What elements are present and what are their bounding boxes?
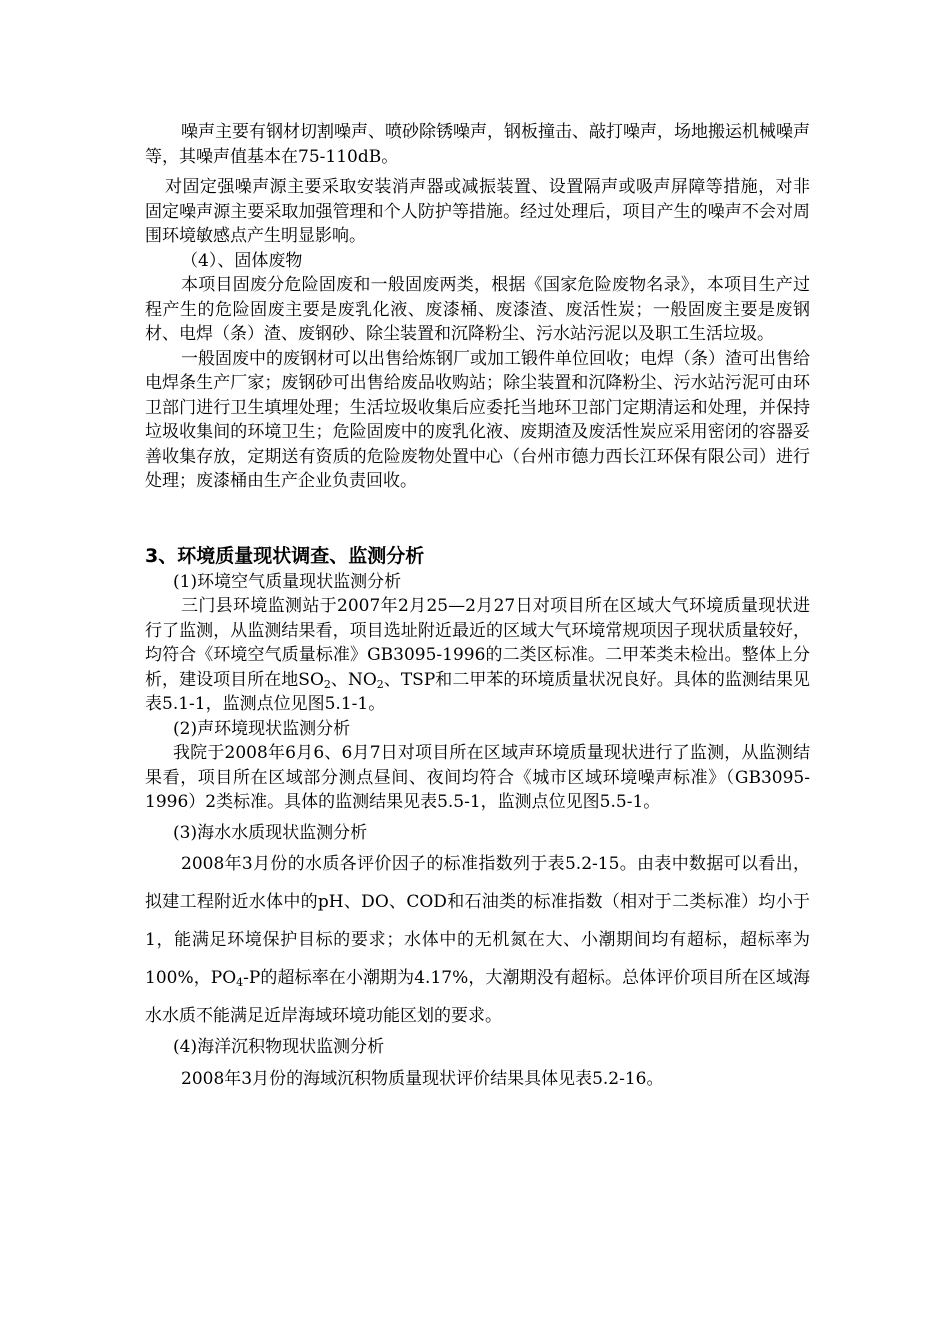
air-quality-paragraph: [145, 594, 810, 717]
po4-subscript: 4: [236, 976, 244, 989]
no2-subscript: 2: [376, 677, 384, 691]
sediment-paragraph: 2008年3月份的海域沉积物质量现状评价结果具体见表5.2-16。: [181, 1068, 664, 1089]
sediment-subheading: (4)海洋沉积物现状监测分析: [173, 1037, 385, 1057]
seawater-quality-subheading: (3)海水水质现状监测分析: [173, 822, 368, 843]
noise-environment-paragraph: 我院于2008年6月6、6月7日对项目所在区域声环境质量现状进行了监测，从监测结果看，项目所在区域部分测点昼间、夜间均符合《城市区域环境噪声标准》（GB3095-1996）2类标准。具体的监测结果见表5.5-1，监测点位见图5.5-1。: [145, 743, 810, 812]
seawater-quality-paragraph: [145, 845, 810, 1035]
so2-subscript: 2: [323, 677, 331, 691]
solid-waste-subheading: （4）、固体废物: [181, 250, 303, 271]
air-text-b: 、NO: [330, 669, 377, 690]
water-text-a: 2008年3月份的水质各评价因子的标准指数列于表5.2-15。由表中数据可以看出，拟建工程附近水体中的pH、DO、COD和石油类的标准指数（相对于二类标准）均小于1，能满足环境保护目标的要求；水体中的无机氮在大、小潮期间均有超标，超标率为100%，PO: [145, 854, 810, 988]
air-text-a: 三门县环境监测站于2007年2月25—2月27日对项目所在区域大气环境质量现状进行了监测，从监测结果看，项目选址附近最近的区域大气环境常规项因子现状质量较好，均符合《环境空气质量标准》GB3095-1996的二类区标准。二甲苯类未检出。整体上分析，建设项目所在地SO: [145, 596, 810, 690]
air-text-c: 、TSP和二甲苯的环境质量状况良好。具体的监测结果见表5.1-1，监测点位见图5.1-1。: [145, 669, 810, 714]
noise-control-paragraph: 对固定强噪声源主要采取安装消声器或减振装置、设置隔声或吸声屏障等措施，对非固定噪声源主要采取加强管理和个人防护等措施。经过处理后，项目产生的噪声不会对周围环境敏感点产生明显影响。: [145, 177, 810, 246]
section-heading: 3、环境质量现状调查、监测分析: [145, 544, 425, 567]
air-quality-subheading: (1)环境空气质量现状监测分析: [173, 571, 402, 592]
solid-waste-disposal-paragraph: 一般固废中的废钢材可以出售给炼钢厂或加工锻件单位回收；电焊（条）渣可出售给电焊条生产厂家；废钢砂可出售给废品收购站；除尘装置和沉降粉尘、污水站污泥可由环卫部门进行卫生填埋处理；生活垃圾收集后应委托当地环卫部门定期清运和处理，并保持垃圾收集间的环境卫生；危险固废中的废乳化液、废期渣及废活性炭应采用密闭的容器妥善收集存放，定期送有资质的危险废物处置中心（台州市德力西长江环保有限公司）进行处理；废漆桶由生产企业负责回收。: [145, 348, 810, 491]
water-text-b: -P的超标率在小潮期为4.17%，大潮期没有超标。总体评价项目所在区域海水水质不能满足近岸海域环境功能区划的要求。: [145, 968, 810, 1026]
solid-waste-classification-paragraph: 本项目固废分危险固废和一般固废两类，根据《国家危险废物名录》，本项目生产过程产生的危险固废主要是废乳化液、废漆桶、废漆渣、废活性炭；一般固废主要是废钢材、电焊（条）渣、废钢砂、除尘装置和沉降粉尘、污水站污泥以及职工生活垃圾。: [145, 275, 810, 344]
noise-source-paragraph: 噪声主要有钢材切割噪声、喷砂除锈噪声，钢板撞击、敲打噪声，场地搬运机械噪声等，其噪声值基本在75-110dB。: [145, 122, 810, 167]
noise-environment-subheading: (2)声环境现状监测分析: [173, 718, 351, 739]
document-page: [145, 120, 810, 1098]
